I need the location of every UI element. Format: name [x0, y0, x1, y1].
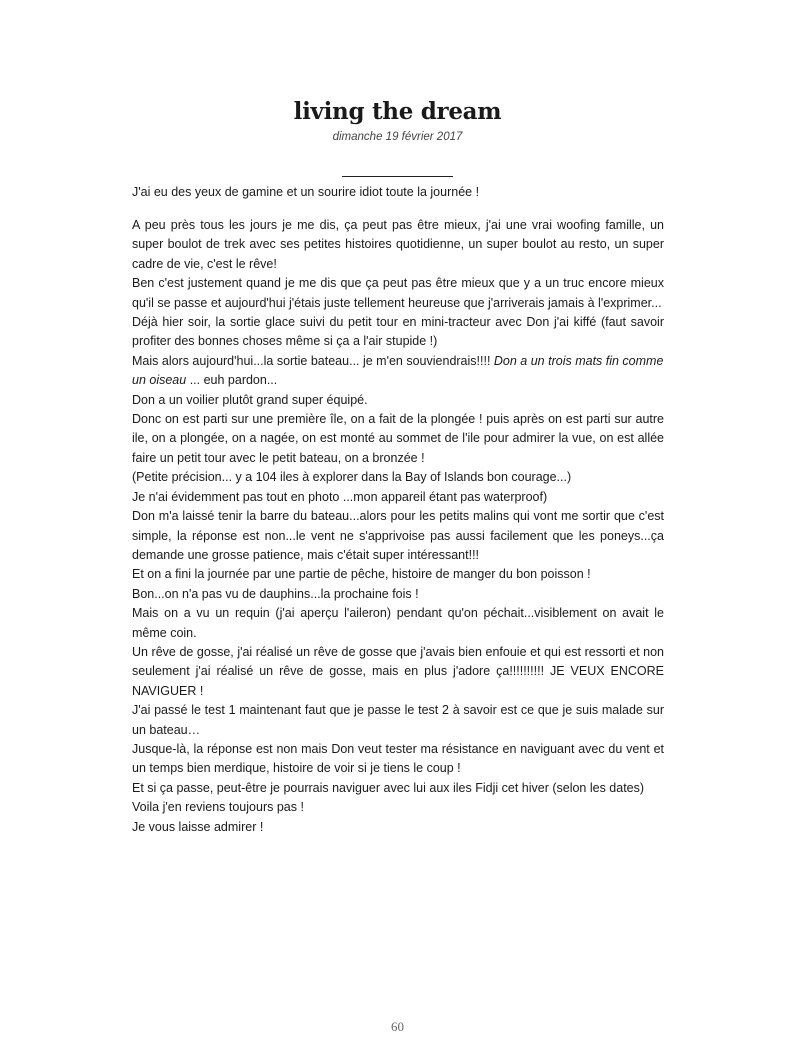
paragraph: A peu près tous les jours je me dis, ça peut pas être mieux, j'ai une vrai woofing famille, un super boulot de trek avec ses petites histoires quotidienne, un super boulot au resto, un super cadre de vie, c'est le rêve!	[132, 218, 664, 271]
post-title: living the dream	[293, 98, 502, 125]
intro-paragraph: J'ai eu des yeux de gamine et un sourire idiot toute la journée !	[132, 185, 480, 199]
paragraph: Et si ça passe, peut-être je pourrais naviguer avec lui aux iles Fidji cet hiver (selon les dates)	[132, 780, 645, 795]
paragraph: Un rêve de gosse, j'ai réalisé un rêve de gosse que j'avais bien enfouie et qui est ressorti et non seulement j'ai réalisé un rêve de gosse, mais en plus j'adore ça!!!!!!!!!! JE VEUX ENCORE NAVIGUER !	[132, 644, 664, 698]
mixed-text-after: ... euh pardon...	[186, 373, 278, 388]
paragraph: Et on a fini la journée par une partie de pêche, histoire de manger du bon poisson !	[132, 567, 591, 582]
paragraph: Don a un voilier plutôt grand super équipé.	[132, 392, 368, 407]
mixed-paragraph	[132, 352, 664, 391]
page-number: 60	[391, 1019, 404, 1034]
post-body	[132, 216, 664, 837]
italic-quote: Don a un trois mats fin comme un oiseau	[132, 353, 664, 388]
paragraph: J'ai passé le test 1 maintenant faut que je passe le test 2 à savoir est ce que je suis malade sur un bateau…	[132, 703, 664, 737]
paragraph: Donc on est parti sur une première île, on a fait de la plongée ! puis après on est parti sur autre ile, on a plongée, on a nagée, on est monté au sommet de l'ile pour admirer la vue, on est allée faire un petit tour avec le petit bateau, on a bronzée !	[132, 412, 664, 465]
paragraph: Bon...on n'a pas vu de dauphins...la prochaine fois !	[132, 586, 419, 601]
mixed-text-before: Mais alors aujourd'hui...la sortie bateau... je m'en souviendrais!!!!	[132, 353, 494, 368]
post-date: dimanche 19 février 2017	[332, 131, 463, 143]
paragraph: Mais on a vu un requin (j'ai aperçu l'aileron) pendant qu'on péchait...visiblement on avait le même coin.	[132, 606, 664, 640]
paragraph: Voila j'en reviens toujours pas !	[132, 800, 304, 815]
paragraph: Déjà hier soir, la sortie glace suivi du petit tour en mini-tracteur avec Don j'ai kiffé (faut savoir profiter des bonnes choses même si ça a l'air stupide !)	[132, 315, 664, 349]
title-divider	[342, 176, 453, 177]
paragraph: (Petite précision... y a 104 iles à explorer dans la Bay of Islands bon courage...)	[132, 470, 572, 485]
paragraph: Jusque-là, la réponse est non mais Don veut tester ma résistance en naviguant avec du vent et un temps bien merdique, histoire de voir si je tiens le coup !	[132, 741, 664, 776]
paragraph: Je vous laisse admirer !	[132, 819, 264, 834]
paragraph: Je n'ai évidemment pas tout en photo ...mon appareil étant pas waterproof)	[132, 489, 548, 504]
paragraph: Ben c'est justement quand je me dis que ça peut pas être mieux que y a un truc encore mieux qu'il se passe et aujourd'hui j'étais juste tellement heureuse que j'arriverais jamais à l'exprimer...	[132, 276, 664, 310]
paragraph: Don m'a laissé tenir la barre du bateau...alors pour les petits malins qui vont me sortir que c'est simple, la réponse est non...le vent ne s'apprivoise pas aussi facilement que les poneys...ça demande une grosse patience, mais c'était super intéressant!!!	[132, 509, 664, 562]
